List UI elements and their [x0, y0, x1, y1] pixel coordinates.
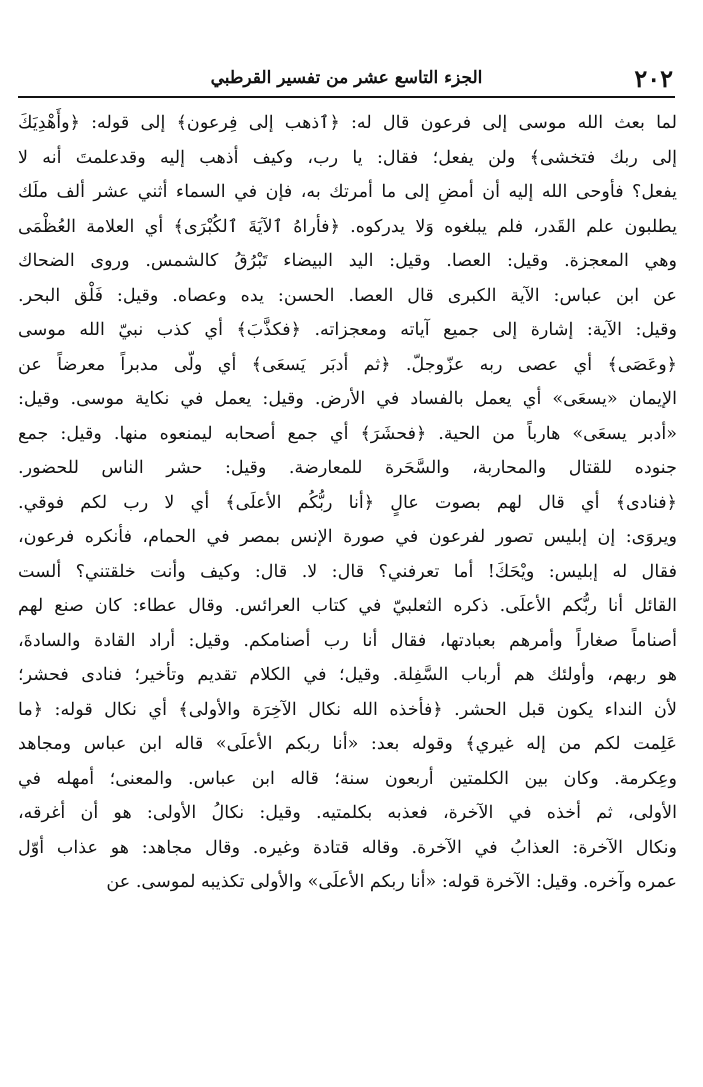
text-line: وقيل: الآية: إشارة إلى جميع آياته ومعجزاته. ﴿فكذَّبَ﴾ أي كذب نبيّ الله موسى: [18, 320, 677, 340]
text-line: يطلبون علم القَدر، فلم يبلغوه وَلا يدركوه. ﴿فأراهُ ٱلآيَةَ ٱلكُبْرَى﴾ أي العلامة العُظْمَى: [18, 216, 677, 237]
text-line: عَلِمت لكم من إله غيري﴾ وقوله بعد: «أنا ربكم الأعلَى» قاله ابن عباس ومجاهد: [18, 734, 677, 754]
text-line: وعِكرمة. وكان بين الكلمتين أربعون سنة؛ قاله ابن عباس. والمعنى؛ أمهله في: [18, 768, 677, 789]
text-line: الإيمان «يسعَى» أي يعمل بالفساد في الأرض. وقيل: يعمل في نكاية موسى. وقيل:: [18, 389, 677, 409]
text-line: وهي المعجزة. وقيل: العصا. وقيل: اليد البيضاء تَبْرُقُ كالشمس. وروى الضحاك: [18, 251, 677, 271]
body-text: [18, 106, 677, 900]
text-line: القائل أنا ربُّكم الأعلَى. ذكره الثعلبيّ في كتاب العرائس. وقال عطاء: كان صنع لهم: [18, 596, 677, 616]
page-number: ٢٠٢: [634, 64, 673, 93]
text-line: إلى ربك فتخشى﴾ ولن يفعل؛ فقال: يا رب، وكيف أذهب إليه وقدعلمتَ أنه لا: [18, 147, 677, 168]
text-line: عمره وآخره. وقيل: الآخرة قوله: «أنا ربكم الأعلَى» والأولى تكذيبه لموسى. عن: [106, 872, 677, 892]
text-line: ويروَى: إن إبليس تصور لفرعون في صورة الإنس بمصر في الحمام، فأنكره فرعون،: [18, 527, 677, 547]
text-line: ﴿وعَصَى﴾ أي عصى ربه عزّوجلّ. ﴿ثم أدبَر يَسعَى﴾ أي ولّى مدبراً معرضاً عن: [18, 354, 677, 375]
text-line: ﴿فنادى﴾ أي قال لهم بصوت عالٍ ﴿أنا ربُّكُم الأعلَى﴾ أي لا رب لكم فوقي.: [18, 492, 677, 513]
page-header: [18, 62, 675, 98]
text-line: يفعل؟ فأوحى الله إليه أن أمضِ إلى ما أمرتك به، فإن في السماء أثني عشر ألف ملَك: [18, 182, 677, 202]
text-line: جنوده للقتال والمحاربة، والسَّحَرة للمعارضة. وقيل: حشر الناس للحضور.: [18, 458, 677, 478]
text-line: «أدبر يسعَى» هارباً من الحية. ﴿فحشَرَ﴾ أي جمع أصحابه ليمنعوه منها. وقيل: جمع: [18, 423, 677, 444]
text-line: لما بعث الله موسى إلى فرعون قال له: ﴿ٱذهب إلى فِرعون﴾ إلى قوله: ﴿وأَهْدِيَكَ: [18, 113, 677, 133]
running-title: الجزء التاسع عشر من تفسير القرطبي: [210, 68, 483, 88]
text-line: عن ابن عباس: الآية الكبرى قال العصا. الحسن: يده وعصاه. وقيل: فَلْق البحر.: [18, 285, 677, 306]
text-line: ونكال الآخرة: العذابُ في الآخرة. وقاله قتادة وغيره. وقال مجاهد: هو عذاب أوّل: [18, 837, 677, 858]
text-line: هو ربهم، وأولئك هم أرباب السَّفِلة. وقيل؛ في الكلام تقديم وتأخير؛ فنادى فحشر؛: [18, 665, 677, 685]
text-line: فقال له إبليس: ويْحَكَ! أما تعرفني؟ قال: لا. قال: وكيف وأنت خلقتني؟ ألست: [18, 561, 677, 582]
text-line: لأن النداء يكون قبل الحشر. ﴿فأخذه الله نكال الآخِرَة والأولى﴾ أي نكال قوله: ﴿ما: [18, 699, 677, 720]
text-line: الأولى، ثم أخذه في الآخرة، فعذبه بكلمتيه. وقيل: نكالُ الأولى: هو أن أغرقه،: [18, 803, 677, 823]
text-line: أصناماً صغاراً وأمرهم بعبادتها، فقال أنا رب أصنامكم. وقيل: أراد القادة والسادةَ،: [18, 630, 677, 651]
